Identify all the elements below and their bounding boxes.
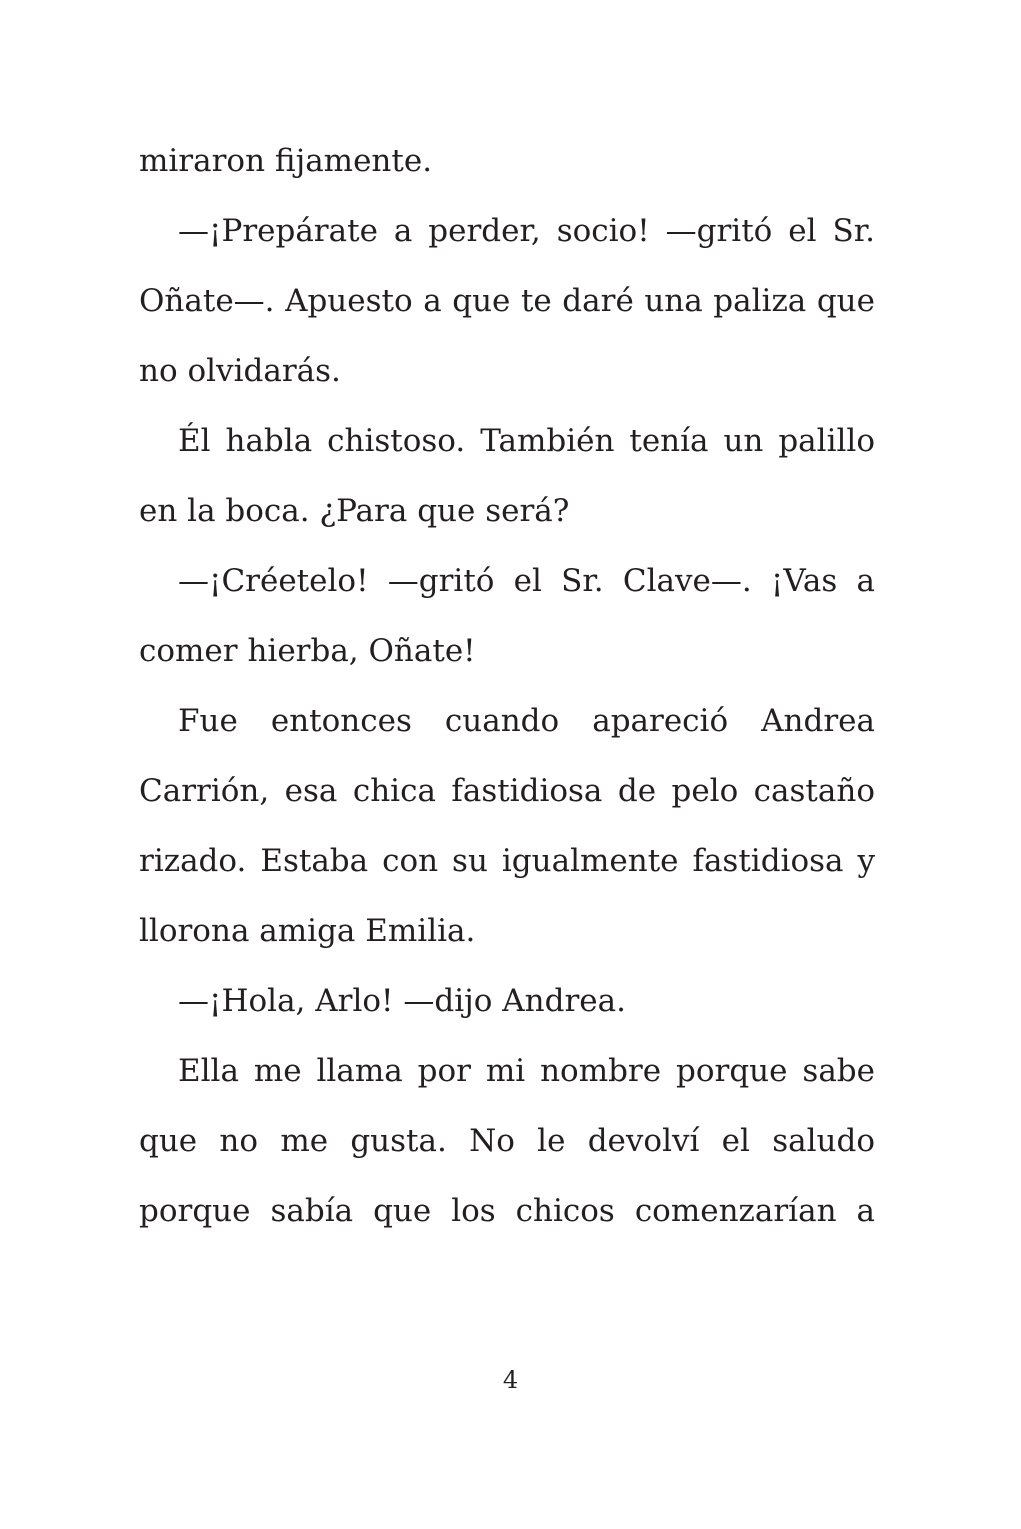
text-line: Carrión, esa chica fastidiosa de pelo castaño (139, 773, 875, 809)
text-line: miraron fijamente. (139, 143, 433, 179)
text-line: en la boca. ¿Para que será? (139, 493, 570, 529)
text-line: llorona amiga Emilia. (139, 913, 476, 949)
text-line: Oñate—. Apuesto a que te daré una paliza que (139, 283, 875, 319)
text-line: —¡Créetelo! —gritó el Sr. Clave—. ¡Vas a (178, 563, 875, 599)
text-body (139, 126, 875, 1246)
text-line: Él habla chistoso. También tenía un palillo (178, 423, 875, 459)
text-line: porque sabía que los chicos comenzarían a (139, 1193, 875, 1229)
text-line: —¡Hola, Arlo! —dijo Andrea. (178, 983, 626, 1019)
text-line: que no me gusta. No le devolví el saludo (139, 1123, 875, 1159)
text-line: Ella me llama por mi nombre porque sabe (178, 1053, 875, 1089)
text-line: comer hierba, Oñate! (139, 633, 476, 669)
text-line: rizado. Estaba con su igualmente fastidiosa y (139, 843, 875, 879)
text-line: Fue entonces cuando apareció Andrea (178, 703, 875, 739)
text-line: —¡Prepárate a perder, socio! —gritó el Sr. (178, 213, 875, 249)
page-number: 4 (502, 1366, 519, 1394)
text-line: no olvidarás. (139, 353, 341, 389)
